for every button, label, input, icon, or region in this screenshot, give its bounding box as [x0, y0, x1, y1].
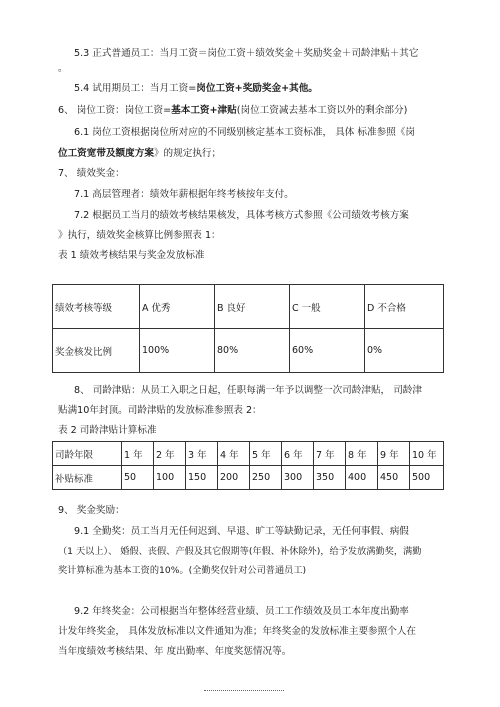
table-cell: 200	[218, 466, 250, 490]
para-9-2-line1: 9.2 年终奖金：公司根据当年整体经营业绩、员工工作绩效及员工本年度出勤率	[74, 606, 409, 617]
table-row	[53, 466, 444, 490]
table-cell: 150	[186, 466, 218, 490]
table-cell: A 优秀	[140, 285, 215, 329]
table-1-caption: 表 1 绩效考核结果与奖金发放标准	[58, 250, 205, 261]
para-9-1-line2: （1 天以上）、 婚假、丧假、产假及其它假期等(年假、补休除外)，给予发放满勤奖，满勤	[58, 546, 422, 557]
table-cell: 绩效考核等级	[53, 285, 140, 329]
para-8-line1: 8、 司龄津贴：从员工入职之日起，任职每满一年予以调整一次司龄津贴， 司龄津	[74, 385, 422, 396]
table-cell: 250	[250, 466, 282, 490]
table-row	[53, 285, 444, 329]
table-cell: 补贴标准	[53, 466, 122, 490]
table-cell: 8 年	[346, 442, 378, 466]
table-cell: 100%	[140, 329, 215, 373]
table-cell: 6 年	[282, 442, 314, 466]
table-cell: B 良好	[215, 285, 290, 329]
table-cell: 500	[410, 466, 444, 490]
table-cell: 2 年	[154, 442, 186, 466]
para-7-1: 7.1 高层管理者：绩效年薪根据年终考核按年支付。	[74, 189, 294, 200]
table-row	[53, 442, 444, 466]
table-cell: 300	[282, 466, 314, 490]
table-cell: 0%	[365, 329, 444, 373]
table-cell: 50	[122, 466, 154, 490]
para-5-4: 5.4 试用期员工：当月工资=岗位工资+奖励奖金+其他。	[74, 83, 318, 94]
para-6-1-line1: 6.1 岗位工资根据岗位所对应的不同级别核定基本工资标准， 具体 标准参照《岗	[74, 127, 415, 138]
table-cell: 奖金核发比例	[53, 329, 140, 373]
para-9-1-line1: 9.1 全勤奖：员工当月无任何迟到、早退、旷工等缺勤记录，无任何事假、病假	[74, 526, 409, 537]
para-6: 6、 岗位工资：岗位工资=基本工资+津贴(岗位工资减去基本工资以外的剩余部分)	[58, 105, 408, 116]
table-cell: 80%	[215, 329, 290, 373]
para-6-1-line2: 位工资宽带及额度方案》的规定执行；	[58, 148, 222, 159]
para-5-3: 5.3 正式普通员工：当月工资＝岗位工资＋绩效奖金＋奖励奖金＋司龄津贴＋其它	[74, 48, 419, 59]
table-cell: 450	[378, 466, 410, 490]
para-9-1-line3: 奖计算标准为基本工资的10%。(全勤奖仅针对公司普通员工)	[58, 565, 307, 576]
table-cell: 5 年	[250, 442, 282, 466]
table-cell: C 一般	[290, 285, 365, 329]
para-9: 9、 奖金奖励：	[58, 505, 125, 516]
table-cell: 10 年	[410, 442, 444, 466]
table-cell: 350	[314, 466, 346, 490]
para-7: 7、 绩效奖金：	[58, 168, 125, 179]
table-cell: 3 年	[186, 442, 218, 466]
para-7-2-line1: 7.2 根据员工当月的绩效考核结果核发，具体考核方式参照《公司绩效考核方案	[74, 210, 409, 221]
table-cell: 1 年	[122, 442, 154, 466]
table-cell: 400	[346, 466, 378, 490]
table-cell: 60%	[290, 329, 365, 373]
table-cell: 9 年	[378, 442, 410, 466]
page-footer-separator	[204, 690, 284, 691]
table-cell: 4 年	[218, 442, 250, 466]
para-9-2-line3: 当年度绩效考核结果、年 度出勤率、年度奖惩情况等。	[58, 646, 292, 657]
table-2-caption: 表 2 司龄津贴计算标准	[58, 425, 157, 436]
para-7-2-line2: 》执行，绩效奖金核算比例参照表 1：	[58, 230, 221, 241]
para-5-3-end: 。	[58, 63, 68, 74]
table-1	[52, 284, 444, 373]
table-cell: 100	[154, 466, 186, 490]
para-9-2-line2: 计发年终奖金， 具体发放标准以文件通知为准；年终奖金的发放标准主要参照个人在	[58, 626, 417, 637]
table-cell: D 不合格	[365, 285, 444, 329]
para-8-line2: 贴满10年封顶。司龄津贴的发放标准参照表 2：	[58, 405, 262, 416]
table-cell: 7 年	[314, 442, 346, 466]
table-2	[52, 441, 444, 490]
table-row	[53, 329, 444, 373]
table-cell: 司龄年限	[53, 442, 122, 466]
